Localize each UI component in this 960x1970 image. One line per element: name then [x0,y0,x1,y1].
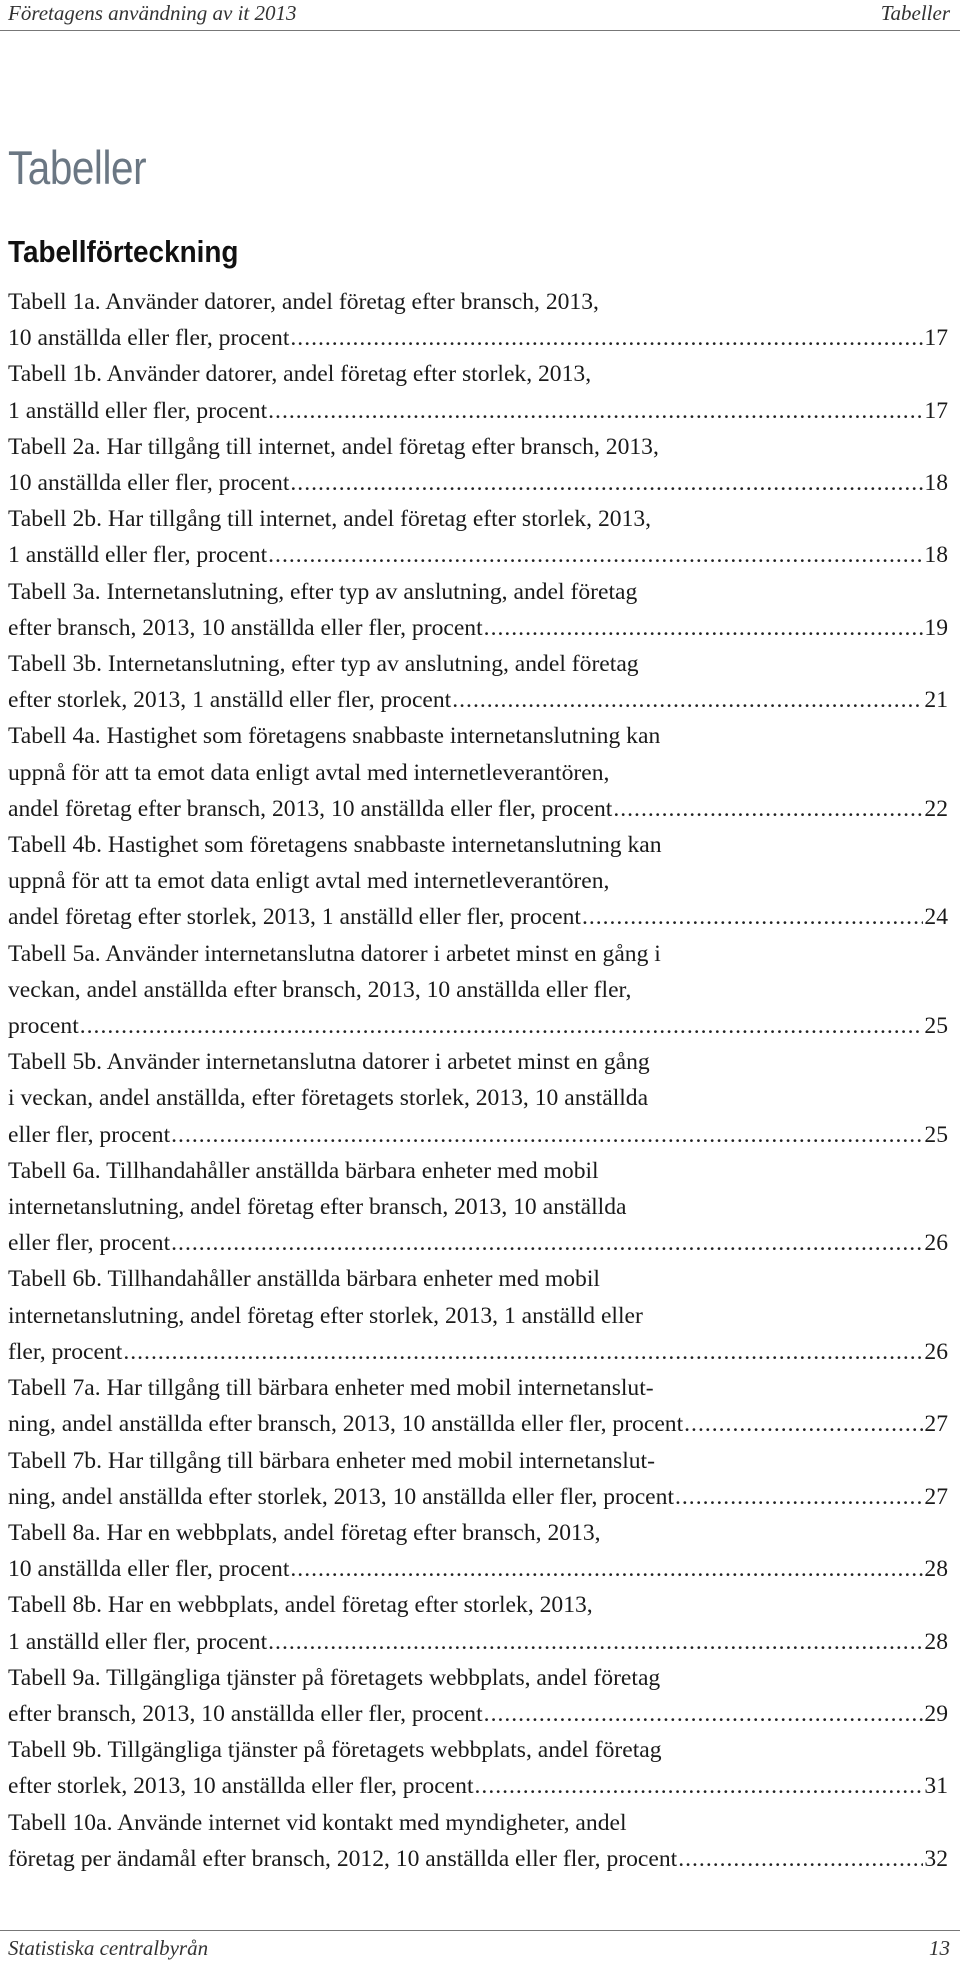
toc-entry-last-line [8,1334,948,1370]
toc-entry-title-line: Tabell 5b. Använder internetanslutna datorer i arbetet minst en gång [8,1049,650,1076]
header-document-title: Företagens användning av it 2013 [8,1,297,25]
toc-entry[interactable] [8,718,948,827]
toc-entry-title-line: Tabell 7a. Har tillgång till bärbara enheter med mobil internetanslut- [8,1375,654,1402]
toc-entry-page-number: 21 [924,687,948,714]
toc-entry-page-number: 25 [924,1013,948,1040]
toc-entry[interactable] [8,1261,948,1370]
dot-leader [484,1696,924,1732]
toc-entry[interactable] [8,646,948,718]
toc-entry-page-number: 24 [924,904,948,931]
toc-entry-title-end: 10 anställda eller fler, procent [8,325,290,352]
toc-entry-page-number: 27 [924,1411,948,1438]
toc-entry-title-line: Tabell 6b. Tillhandahåller anställda bärbara enheter med mobil [8,1266,600,1293]
toc-entry-title-line: Tabell 8b. Har en webbplats, andel företag efter storlek, 2013, [8,1592,593,1619]
toc-entry-title-line: Tabell 8a. Har en webbplats, andel företag efter bransch, 2013, [8,1519,601,1546]
toc-entry-page-number: 27 [924,1483,948,1510]
toc-entry-page-number: 28 [924,1556,948,1583]
toc-entry-title-line: Tabell 9b. Tillgängliga tjänster på företagets webbplats, andel företag [8,1737,662,1764]
toc-entry-page-number: 25 [924,1121,948,1148]
toc-entry-title-end: ning, andel anställda efter storlek, 2013, 10 anställda eller fler, procent [8,1483,674,1510]
toc-entry-title-end: 10 anställda eller fler, procent [8,1556,290,1583]
toc-entry-page-number: 29 [924,1700,948,1727]
header-section-title: Tabeller [880,1,950,25]
toc-entry-last-line [8,1406,948,1442]
toc-entry-page-number: 32 [924,1845,948,1872]
toc-entry-last-line [8,465,948,501]
footer-publisher: Statistiska centralbyrån [8,1936,209,1960]
toc-entry[interactable] [8,284,948,356]
toc-entry-title-line: uppnå för att ta emot data enligt avtal med internetleverantören, [8,759,610,786]
page-number: 13 [929,1936,950,1960]
toc-entry[interactable] [8,1044,948,1153]
toc-entry-title-end: 10 anställda eller fler, procent [8,470,290,497]
dot-leader [268,1624,923,1660]
toc-entry-title-end: efter bransch, 2013, 10 anställda eller fler, procent [8,614,483,641]
toc-entry-title-line: Tabell 2a. Har tillgång till internet, andel företag efter bransch, 2013, [8,433,659,460]
toc-entry-title-end: procent [8,1013,79,1040]
page-title: Tabeller [8,141,147,194]
toc-entry[interactable] [8,1805,948,1877]
dot-leader [582,899,923,935]
toc-entry-title-end: eller fler, procent [8,1121,171,1148]
toc-entry-last-line [8,1008,948,1044]
toc-entry-title-line: Tabell 4a. Hastighet som företagens snabbaste internetanslutning kan [8,723,661,750]
toc-entry-last-line [8,1624,948,1660]
toc-entry-title-line: Tabell 3a. Internetanslutning, efter typ av anslutning, andel företag [8,578,638,605]
toc-entry-title-end: 1 anställd eller fler, procent [8,542,268,569]
toc-entry-last-line [8,1225,948,1261]
toc-entry-last-line [8,1841,948,1877]
toc-entry-page-number: 26 [924,1338,948,1365]
dot-leader [452,682,923,718]
toc-entry-title-end: fler, procent [8,1338,123,1365]
toc-entry[interactable] [8,501,948,573]
toc-entry-title-end: 1 anställd eller fler, procent [8,1628,268,1655]
toc-entry-title-end: företag per ändamål efter bransch, 2012, 10 anställda eller fler, procent [8,1845,678,1872]
toc-heading: Tabellförteckning [8,234,239,269]
toc-entry[interactable] [8,1370,948,1442]
toc-entry-title-end: efter bransch, 2013, 10 anställda eller fler, procent [8,1700,483,1727]
toc-entry-page-number: 26 [924,1230,948,1257]
toc-entry-title-end: 1 anställd eller fler, procent [8,397,268,424]
dot-leader [290,465,923,501]
toc-entry-title-line: Tabell 4b. Hastighet som företagens snabbaste internetanslutning kan [8,832,662,859]
dot-leader [268,537,923,573]
toc-entry[interactable] [8,574,948,646]
toc-entry-title-line: Tabell 5a. Använder internetanslutna datorer i arbetet minst en gång i [8,940,661,967]
toc-entry-last-line [8,899,948,935]
running-footer [0,1930,960,1970]
toc-entry-title-line: internetanslutning, andel företag efter storlek, 2013, 1 anställd eller [8,1302,643,1329]
dot-leader [290,1551,923,1587]
toc-entry-title-line: Tabell 2b. Har tillgång till internet, andel företag efter storlek, 2013, [8,506,652,533]
dot-leader [613,791,923,827]
dot-leader [80,1008,924,1044]
toc-entry-title-line: i veckan, andel anställda, efter företagets storlek, 2013, 10 anställda [8,1085,649,1112]
toc-entry-last-line [8,320,948,356]
toc-entry-last-line [8,1117,948,1153]
dot-leader [675,1479,923,1515]
toc-entry-title-line: Tabell 6a. Tillhandahåller anställda bärbara enheter med mobil [8,1157,599,1184]
toc-entry-last-line [8,610,948,646]
running-header [0,0,960,31]
toc-entry-last-line [8,393,948,429]
toc-entry-page-number: 28 [924,1628,948,1655]
toc-entry-page-number: 17 [924,397,948,424]
toc-entry-last-line [8,1696,948,1732]
toc-entry[interactable] [8,429,948,501]
toc-entry-page-number: 17 [924,325,948,352]
toc-entry[interactable] [8,1732,948,1804]
toc-entry-title-line: Tabell 7b. Har tillgång till bärbara enheter med mobil internetanslut- [8,1447,655,1474]
toc-entry[interactable] [8,1515,948,1587]
toc-entry-page-number: 31 [924,1773,948,1800]
toc-entry-last-line [8,1768,948,1804]
toc-entry-title-line: Tabell 1b. Använder datorer, andel företag efter storlek, 2013, [8,361,592,388]
toc-entry-title-line: Tabell 9a. Tillgängliga tjänster på företagets webbplats, andel företag [8,1664,661,1691]
toc-entry-title-line: uppnå för att ta emot data enligt avtal med internetleverantören, [8,868,610,895]
toc-entry-last-line [8,1551,948,1587]
toc-entry-title-line: veckan, andel anställda efter bransch, 2013, 10 anställda eller fler, [8,976,632,1003]
toc-entry-last-line [8,791,948,827]
dot-leader [678,1841,923,1877]
toc-entry-title-end: eller fler, procent [8,1230,171,1257]
toc-entry-title-line: Tabell 1a. Använder datorer, andel företag efter bransch, 2013, [8,289,599,315]
toc-entry[interactable] [8,936,948,1045]
toc-entry-title-end: ning, andel anställda efter bransch, 2013, 10 anställda eller fler, procent [8,1411,684,1438]
toc-entry-last-line [8,682,948,718]
dot-leader [684,1406,923,1442]
toc-entry-page-number: 19 [924,614,948,641]
toc-entry-title-line: Tabell 3b. Internetanslutning, efter typ av anslutning, andel företag [8,651,639,678]
toc-entry-title-line: Tabell 10a. Använde internet vid kontakt med myndigheter, andel [8,1809,627,1836]
toc-entry-title-end: andel företag efter bransch, 2013, 10 anställda eller fler, procent [8,795,613,822]
toc-entry[interactable] [8,1443,948,1515]
toc-entry-page-number: 18 [924,542,948,569]
dot-leader [171,1225,923,1261]
toc-entry-title-end: efter storlek, 2013, 10 anställda eller fler, procent [8,1773,474,1800]
toc-entry[interactable] [8,827,948,936]
toc-entry-page-number: 18 [924,470,948,497]
toc-entry-last-line [8,1479,948,1515]
dot-leader [484,610,924,646]
table-of-contents [8,284,948,1877]
dot-leader [123,1334,923,1370]
dot-leader [171,1117,923,1153]
toc-entry-last-line [8,537,948,573]
toc-entry[interactable] [8,1153,948,1262]
toc-entry-title-end: andel företag efter storlek, 2013, 1 anställd eller fler, procent [8,904,581,931]
toc-entry-title-end: efter storlek, 2013, 1 anställd eller fler, procent [8,687,452,714]
dot-leader [475,1768,924,1804]
dot-leader [290,320,923,356]
toc-entry[interactable] [8,356,948,428]
toc-entry-title-line: internetanslutning, andel företag efter bransch, 2013, 10 anställda [8,1194,627,1221]
dot-leader [268,393,923,429]
toc-entry[interactable] [8,1587,948,1659]
toc-entry[interactable] [8,1660,948,1732]
toc-entry-page-number: 22 [924,795,948,822]
